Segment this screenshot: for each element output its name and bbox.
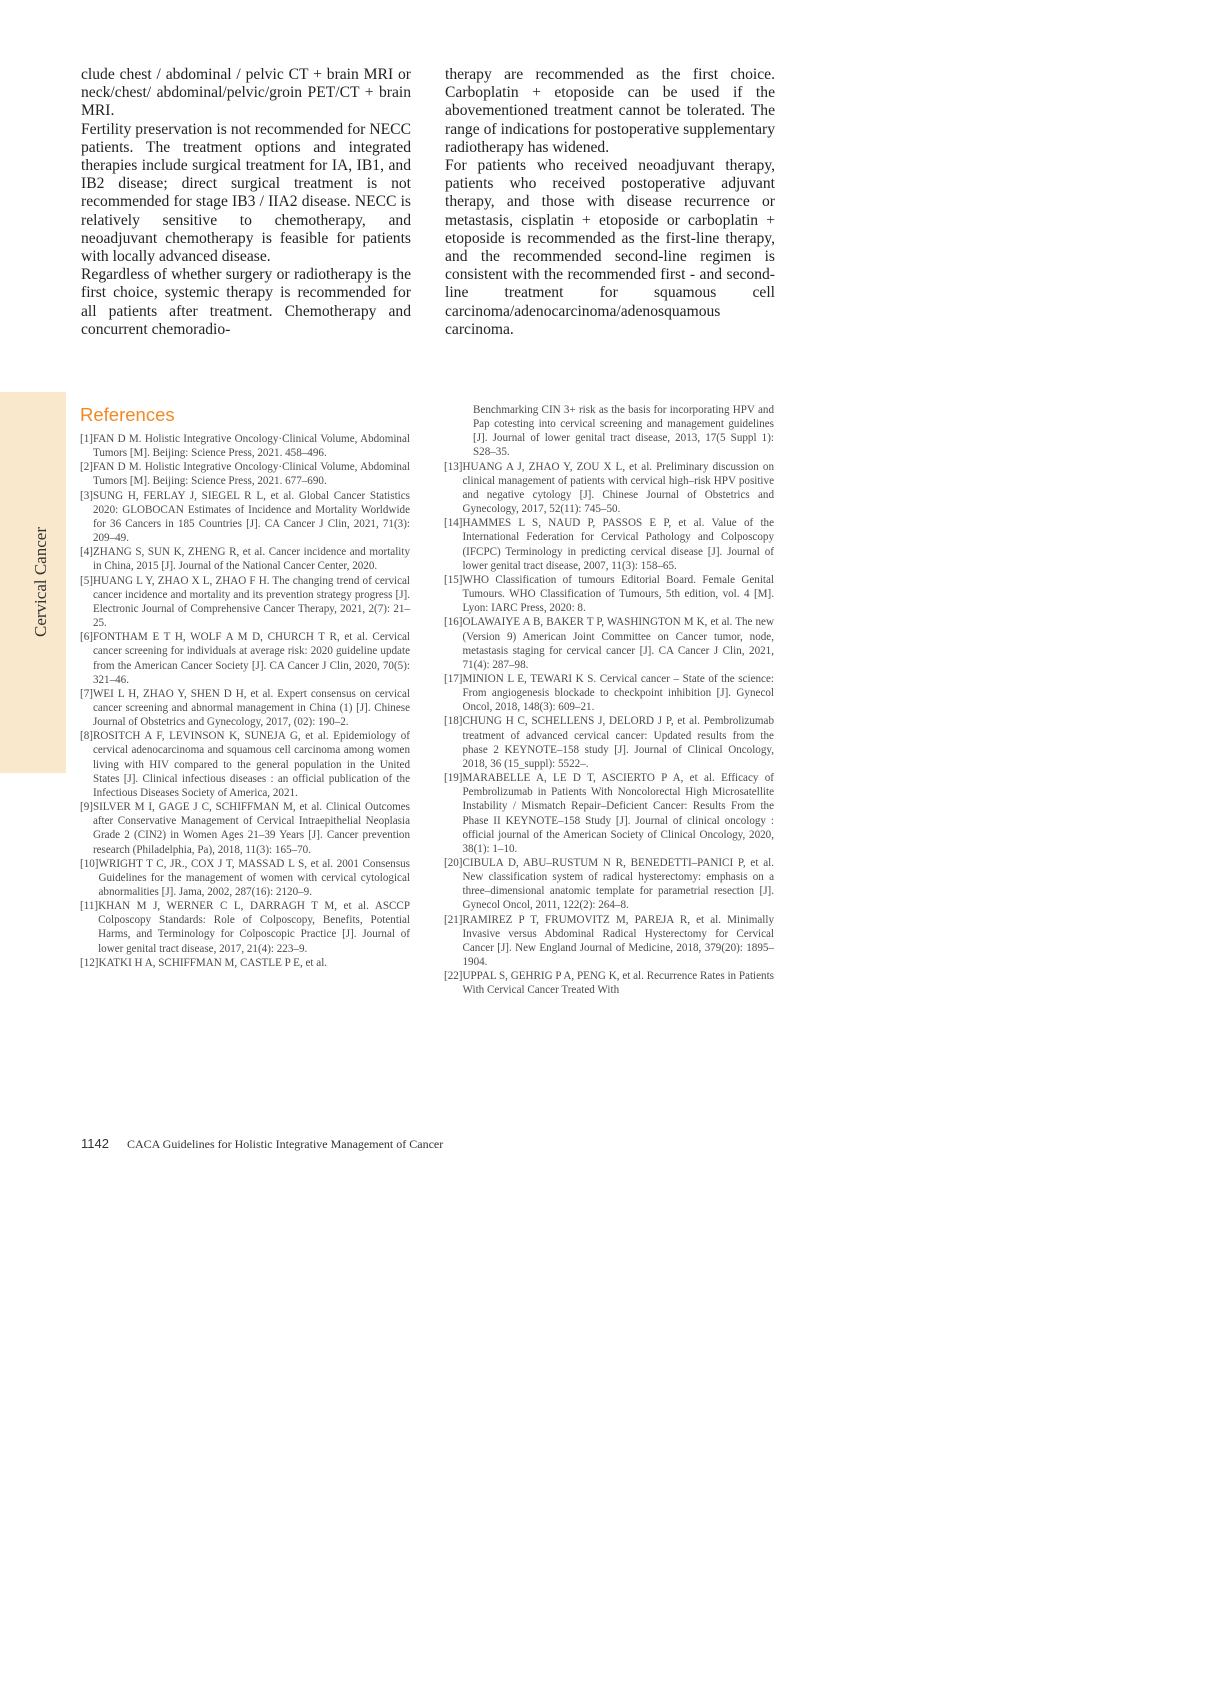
reference-number: [2] [80, 461, 93, 474]
reference-text: WRIGHT T C, JR., COX J T, MASSAD L S, et al. 2001 Consensus Guidelines for the management of women with cervical cytological abnormalities [J]. Jama, 2002, 287(16): 2120–9. [98, 857, 410, 898]
reference-number: [13] [444, 460, 463, 473]
reference-number: [16] [444, 616, 463, 629]
footer-title: CACA Guidelines for Holistic Integrative Management of Cancer [126, 1137, 444, 1151]
reference-text: HUANG A J, ZHAO Y, ZOU X L, et al. Preliminary discussion on clinical management of patients with cervical high–risk HPV positive and negative cytology [J]. Chinese Journal of Obstetrics and Gynecology, 2017, 52(11): 745–50. [462, 460, 774, 516]
body-paragraph: Regardless of whether surgery or radiotherapy is the first choice, systemic therapy is recommended for all patients after treatment. Chemotherapy and concurrent chemoradio- [81, 266, 411, 338]
page-number: 1142 [81, 1136, 109, 1151]
reference-number: [1] [80, 433, 93, 445]
body-paragraph: For patients who received neoadjuvant therapy, patients who received postoperative adjuvant therapy, and those with disease recurrence or metastasis, cisplatin + etoposide or carboplatin + etoposide is recommended as the first-line therapy, and the recommended second-line regimen is consistent with the recommended first - and second-line treatment for squamous cell carcinoma/adenocarcinoma/adenosquamous carcinoma. [445, 157, 775, 338]
reference-text: FAN D M. Holistic Integrative Oncology·Clinical Volume, Abdominal Tumors [M]. Beijing: Science Press, 2021. 458–496. [92, 433, 410, 460]
reference-text: SILVER M I, GAGE J C, SCHIFFMAN M, et al. Clinical Outcomes after Conservative Management of Cervical Intraepithelial Neoplasia Grade 2 (CIN2) in Women Ages 21–39 Years [J]. Cancer prevention research (Philadelphia, Pa), 2018, 11(3): 165–70. [92, 801, 410, 856]
page-footer [81, 1136, 443, 1152]
reference-number: [6] [80, 631, 93, 644]
reference-text: ROSITCH A F, LEVINSON K, SUNEJA G, et al. Epidemiology of cervical adenocarcinoma and squamous cell carcinoma among women living with HIV compared to the general population in the United States [J]. Clinical infectious diseases : an official publication of the Infectious Diseases Society of America, 2021. [92, 730, 410, 799]
reference-number: [4] [80, 546, 93, 559]
reference-item [80, 956, 410, 970]
reference-text: KATKI H A, SCHIFFMAN M, CASTLE P E, et al. [98, 956, 328, 969]
body-column-left [81, 66, 411, 339]
reference-item [80, 460, 410, 488]
reference-item [80, 729, 410, 800]
references-column-left [80, 432, 410, 970]
reference-text: RAMIREZ P T, FRUMOVITZ M, PAREJA R, et al. Minimally Invasive versus Abdominal Radical Hysterectomy for Cervical Cancer [J]. New England Journal of Medicine, 2018, 379(20): 1895–1904. [462, 913, 774, 969]
reference-number: [21] [444, 913, 463, 926]
side-tab-label: Cervical Cancer [31, 527, 50, 637]
reference-text: KHAN M J, WERNER C L, DARRAGH T M, et al. ASCCP Colposcopy Standards: Role of Colposcopy, Benefits, Potential Harms, and Terminology for Colposcopic Practice [J]. Journal of lower genital tract disease, 2017, 21(4): 223–9. [98, 900, 410, 955]
body-paragraph: therapy are recommended as the first choice. Carboplatin + etoposide can be used if the abovementioned treatment cannot be tolerated. The range of indications for postoperative supplementary radiotherapy has widened. [445, 66, 775, 156]
reference-item [444, 913, 774, 970]
reference-item [80, 800, 410, 857]
reference-item [80, 857, 410, 899]
reference-number: [17] [444, 672, 463, 685]
reference-text: MINION L E, TEWARI K S. Cervical cancer – State of the science: From angiogenesis blockade to checkpoint inhibition [J]. Gynecol Oncol, 2018, 148(3): 609–21. [462, 672, 774, 714]
reference-text: UPPAL S, GEHRIG P A, PENG K, et al. Recurrence Rates in Patients With Cervical Cancer Treated With [462, 970, 774, 997]
reference-item [80, 630, 410, 687]
reference-number: [18] [444, 715, 463, 728]
reference-item [444, 771, 774, 856]
reference-text: CIBULA D, ABU–RUSTUM N R, BENEDETTI–PANICI P, et al. New classification system of radical hysterectomy: emphasis on a three–dimensional anatomic template for parametrial resection [J]. Gynecol Oncol, 2011, 122(2): 264–8. [462, 857, 774, 912]
reference-number: [14] [444, 517, 463, 530]
reference-item [80, 687, 410, 729]
reference-item [80, 899, 410, 956]
reference-number: [5] [80, 574, 93, 587]
reference-item [444, 460, 774, 517]
reference-item [444, 714, 774, 771]
reference-text: SUNG H, FERLAY J, SIEGEL R L, et al. Global Cancer Statistics 2020: GLOBOCAN Estimates of Incidence and Mortality Worldwide for 36 Cancers in 185 Countries [J]. CA Cancer J Clin, 2021, 71(3): 209–49. [92, 489, 410, 545]
reference-text: WHO Classification of tumours Editorial Board. Female Genital Tumours. WHO Classification of Tumours, 5th edition, vol. 4 [M]. Lyon: IARC Press, 2020: 8. [462, 573, 774, 615]
reference-number: [9] [80, 801, 93, 814]
reference-number: [7] [80, 687, 93, 700]
references-column-right [444, 403, 774, 998]
reference-number: [22] [444, 970, 463, 983]
reference-item [444, 516, 774, 573]
reference-text: CHUNG H C, SCHELLENS J, DELORD J P, et al. Pembrolizumab treatment of advanced cervical cancer: Updated results from the phase 2 KEYNOTE–158 study [J]. Journal of Clinical Oncology, 2018, 36 (15_suppl): 5522–. [462, 715, 774, 770]
body-paragraph: Fertility preservation is not recommended for NECC patients. The treatment options and integrated therapies include surgical treatment for IA, IB1, and IB2 disease; direct surgical treatment is not recommended for stage IB3 / IIA2 disease. NECC is relatively sensitive to chemotherapy, and neoadjuvant chemotherapy is feasible for patients with locally advanced disease. [81, 120, 411, 266]
reference-item [80, 574, 410, 631]
reference-text: FAN D M. Holistic Integrative Oncology·Clinical Volume, Abdominal Tumors [M]. Beijing: Science Press, 2021. 677–690. [92, 461, 410, 488]
reference-number: [19] [444, 772, 463, 785]
body-paragraph: clude chest / abdominal / pelvic CT + brain MRI or neck/chest/ abdominal/pelvic/groin PET/CT + brain MRI. [81, 66, 411, 120]
reference-number: [3] [80, 489, 93, 502]
reference-text: FONTHAM E T H, WOLF A M D, CHURCH T R, et al. Cervical cancer screening for individuals at average risk: 2020 guideline update from the American Cancer Society [J]. CA Cancer J Clin, 2020, 70(5): 321–46. [92, 631, 410, 686]
reference-item [444, 573, 774, 615]
reference-item [444, 672, 774, 714]
reference-number: [11] [80, 900, 99, 913]
reference-text: HUANG L Y, ZHAO X L, ZHAO F H. The changing trend of cervical cancer incidence and mortality and its prevention strategy progress [J]. Electronic Journal of Comprehensive Cancer Therapy, 2021, 2(7): 21–25. [92, 574, 410, 630]
reference-text: MARABELLE A, LE D T, ASCIERTO P A, et al. Efficacy of Pembrolizumab in Patients With Noncolorectal High Microsatellite Instability / Mismatch Repair–Deficient Cancer: Results From the Phase II KEYNOTE–158 Study [J]. Journal of clinical oncology : official journal of the American Society of Clinical Oncology, 2020, 38(1): 1–10. [462, 772, 774, 855]
reference-number: [10] [80, 857, 99, 870]
reference-text: HAMMES L S, NAUD P, PASSOS E P, et al. Value of the International Federation for Cervical Pathology and Colposcopy (IFCPC) Terminology in predicting cervical disease [J]. Journal of lower genital tract disease, 2007, 11(3): 158–65. [462, 517, 774, 572]
reference-text: OLAWAIYE A B, BAKER T P, WASHINGTON M K, et al. The new (Version 9) American Joint Committee on Cancer tumor, node, metastasis staging for cervical cancer [J]. CA Cancer J Clin, 2021, 71(4): 287–98. [462, 616, 774, 671]
references-heading: References [80, 404, 175, 425]
reference-item [80, 545, 410, 573]
body-column-right [445, 66, 775, 339]
reference-number: [15] [444, 573, 463, 586]
reference-item [444, 856, 774, 913]
reference-text: WEI L H, ZHAO Y, SHEN D H, et al. Expert consensus on cervical cancer screening and abnormal management in China (1) [J]. Chinese Journal of Obstetrics and Gynecology, 2017, (02): 190–2. [92, 687, 410, 729]
reference-item [80, 489, 410, 546]
reference-item [444, 615, 774, 672]
reference-number: [20] [444, 857, 463, 869]
reference-number: [12] [80, 956, 99, 969]
reference-text: ZHANG S, SUN K, ZHENG R, et al. Cancer incidence and mortality in China, 2015 [J]. Journal of the National Cancer Center, 2020. [92, 546, 410, 573]
reference-item [444, 969, 774, 997]
reference-continuation: Benchmarking CIN 3+ risk as the basis for incorporating HPV and Pap cotesting into cervical screening and management guidelines [J]. Journal of lower genital tract disease, 2013, 17(5 Suppl 1): S28–35. [473, 404, 774, 459]
reference-number: [8] [80, 730, 93, 743]
reference-item [80, 432, 410, 460]
